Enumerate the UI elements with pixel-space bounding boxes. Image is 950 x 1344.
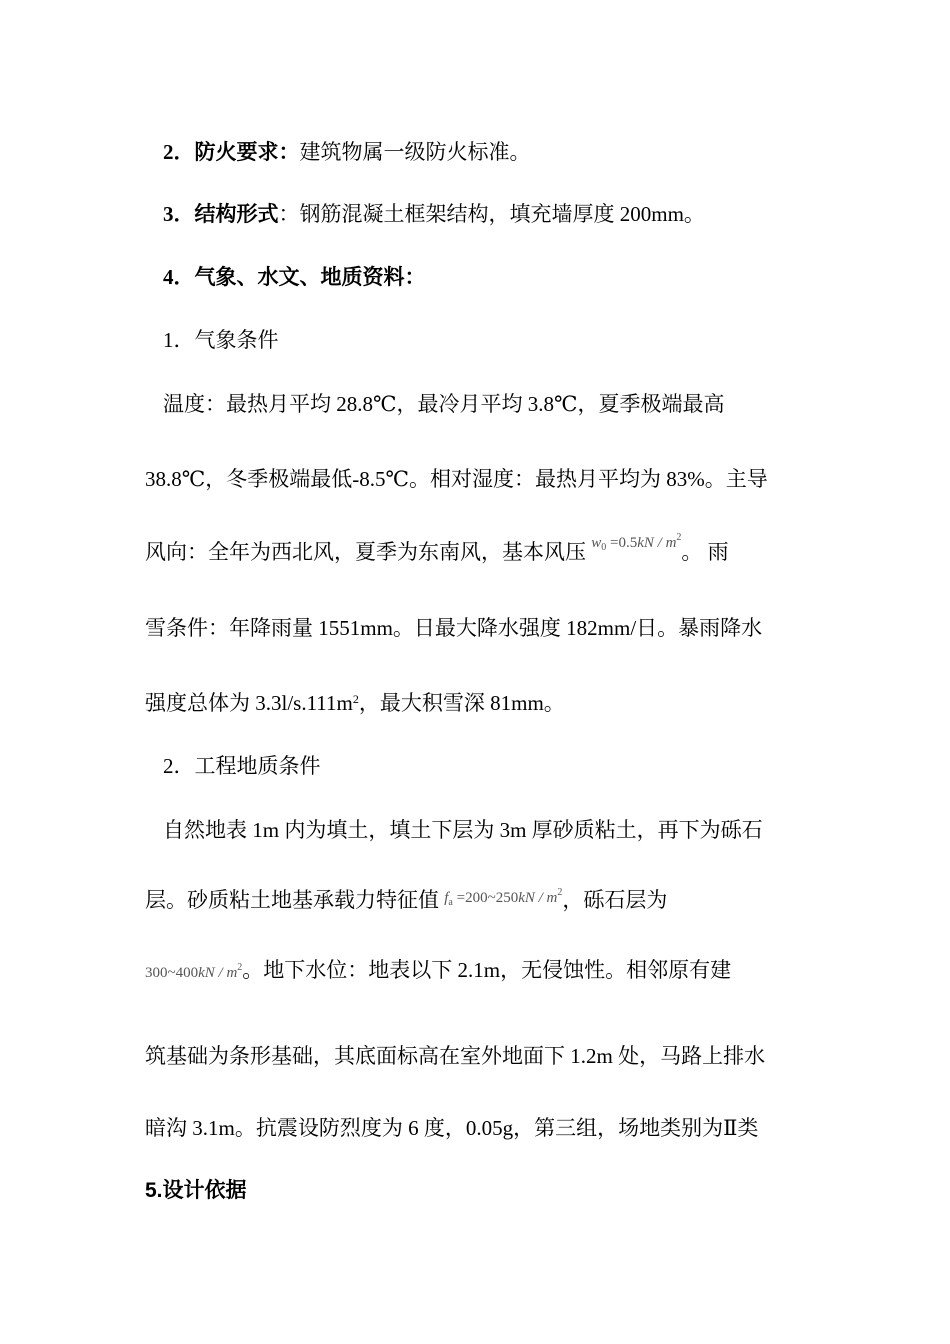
weather-line-1: 温度：最热月平均 28.8℃，最冷月平均 3.8℃，夏季极端最高 [163, 392, 725, 416]
formula-exponent: 2 [237, 962, 243, 973]
design-basis-heading: 5.设计依据 [145, 1179, 247, 1202]
wind-pressure-formula [591, 529, 681, 557]
weather-line-3-end: 。 雨 [681, 540, 729, 564]
gravel-capacity-formula [145, 962, 243, 981]
formula-exponent: 2 [676, 532, 682, 543]
formula-value: =200~250 [452, 890, 519, 906]
weather-heading: 1．气象条件 [163, 328, 279, 352]
fire-requirement-label: 2．防火要求： [163, 140, 300, 164]
formula-unit: kN / m [518, 890, 558, 906]
formula-symbol: w [591, 535, 602, 551]
formula-value: 300~400 [145, 965, 199, 981]
weather-line-3-text: 风向：全年为西北风，夏季为东南风，基本风压 [145, 540, 586, 564]
formula-subscript: a [448, 897, 453, 908]
structure-form-colon: ： [278, 202, 300, 226]
formula-exponent: 2 [557, 887, 563, 898]
formula-subscript: 0 [601, 542, 607, 553]
geology-line-1: 自然地表 1m 内为填土，填土下层为 3m 厚砂质粘土，再下为砾石 [163, 818, 763, 842]
geology-line-3-text: 。地下水位：地表以下 2.1m，无侵蚀性。相邻原有建 [242, 958, 732, 982]
formula-unit: kN / m [198, 965, 238, 981]
geology-line-2-end: ，砾石层为 [562, 888, 668, 912]
weather-line-2: 38.8℃，冬季极端最低-8.5℃。相对湿度：最热月平均为 83%。主导 [145, 467, 768, 491]
weather-line-4: 雪条件：年降雨量 1551mm。日最大降水强度 182mm/日。暴雨降水 [145, 616, 763, 640]
formula-unit: kN / m [637, 535, 677, 551]
structure-form-text: 钢筋混凝土框架结构，填充墙厚度 200mm。 [299, 202, 705, 226]
geology-line-4: 筑基础为条形基础，其底面标高在室外地面下 1.2m 处，马路上排水 [145, 1044, 766, 1068]
geology-line-3 [145, 956, 731, 984]
weather-line-5-text: 强度总体为 3.3l/s.111m [145, 691, 353, 715]
fire-requirement-line [163, 138, 531, 166]
weather-line-5 [145, 689, 565, 717]
area-exponent: 2 [352, 692, 359, 706]
structure-form-label: 3．结构形式 [163, 202, 279, 226]
geology-heading: 2．工程地质条件 [163, 754, 321, 778]
weather-line-3 [145, 532, 729, 566]
geology-line-5: 暗沟 3.1m。抗震设防烈度为 6 度，0.05g，第三组，场地类别为Ⅱ类 [145, 1116, 759, 1140]
bearing-capacity-formula [444, 887, 563, 908]
geology-line-2 [145, 886, 667, 914]
geology-line-2-text: 层。砂质粘土地基承载力特征值 [145, 888, 439, 912]
structure-form-line [163, 200, 705, 228]
weather-line-5-end: ，最大积雪深 81mm。 [358, 691, 565, 715]
fire-requirement-text: 建筑物属一级防火标准。 [299, 140, 531, 164]
formula-symbol: f [444, 890, 449, 906]
formula-value: =0.5 [606, 535, 638, 551]
climate-geology-heading: 4．气象、水文、地质资料： [163, 265, 426, 289]
